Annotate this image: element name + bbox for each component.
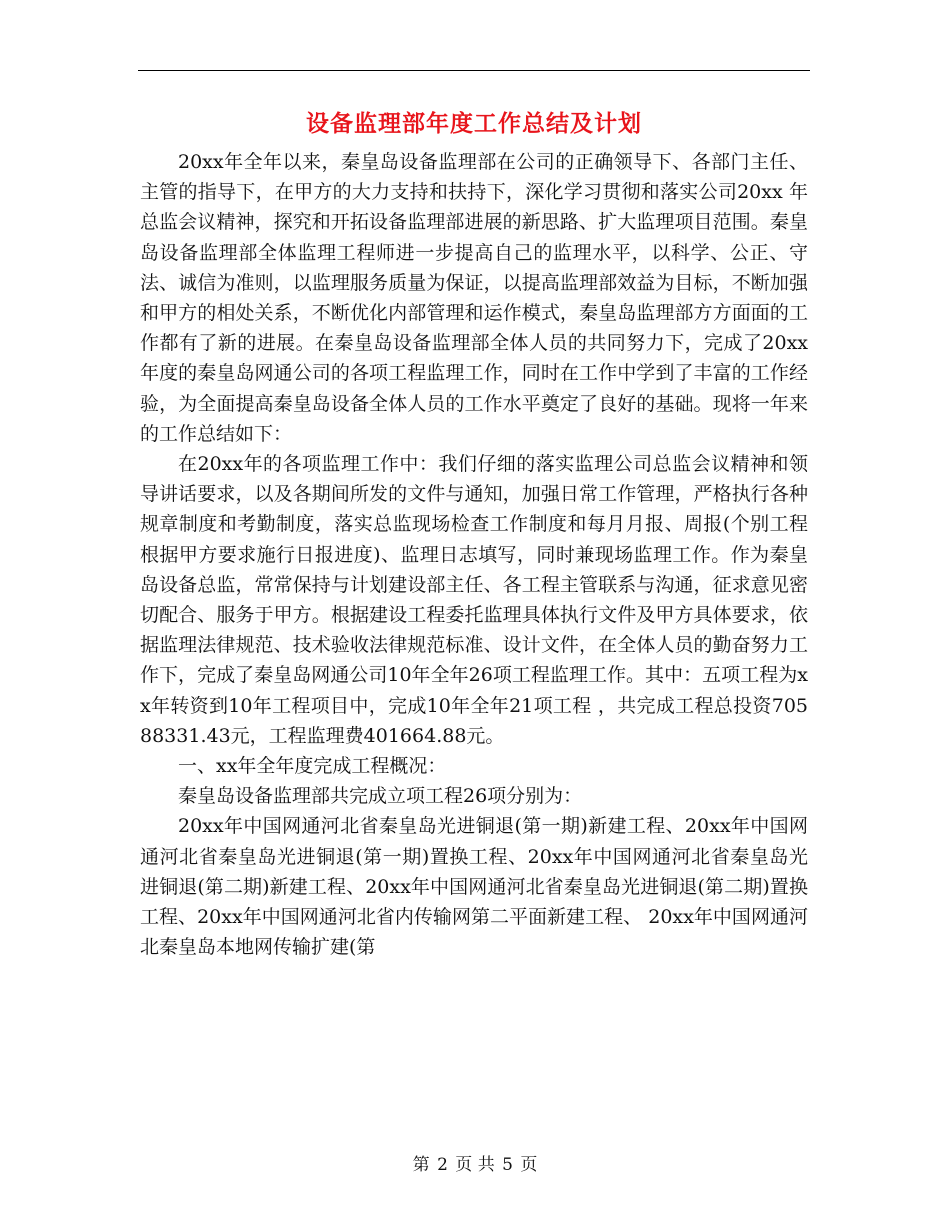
paragraph-work-details: 在20xx年的各项监理工作中：我们仔细的落实监理公司总监会议精神和领导讲话要求，以及各期间所发的文件与通知，加强日常工作管理，严格执行各种规章制度和考勤制度，落实总监现场检查工作制度和每月月报、周报(个别工程根据甲方要求施行日报进度)、监理日志填写，同时兼现场监理工作。作为秦皇岛设备总监，常常保持与计划建设部主任、各工程主管联系与沟通，征求意见密切配合、服务于甲方。根据建设工程委托监理具体执行文件及甲方具体要求，依据监理法律规范、技术验收法律规范标准、设计文件，在全体人员的勤奋努力工作下，完成了秦皇岛网通公司10年全年26项工程监理工作。其中：五项工程为xx年转资到10年工程项目中，完成10年全年21项工程 ，共完成工程总投资70588331.43元，工程监理费401664.88元。 <box>140 453 808 747</box>
footer-page-suffix: 页 <box>520 1155 538 1175</box>
footer-page-prefix: 第 <box>412 1155 430 1175</box>
document-title: 设备监理部年度工作总结及计划 <box>306 110 642 137</box>
header-rule <box>138 70 810 71</box>
document-body <box>140 147 808 962</box>
paragraph-intro: 20xx年全年以来，秦皇岛设备监理部在公司的正确领导下、各部门主任、主管的指导下，在甲方的大力支持和扶持下，深化学习贯彻和落实公司20xx 年总监会议精神，探究和开拓设备监理部进展的新思路、扩大监理项目范围。秦皇岛设备监理部全体监理工程师进一步提高自己的监理水平，以科学、公正、守法、诚信为准则，以监理服务质量为保证，以提高监理部效益为目标，不断加强和甲方的相处关系，不断优化内部管理和运作模式，秦皇岛监理部方方面面的工作都有了新的进展。在秦皇岛设备监理部全体人员的共同努力下，完成了20xx年度的秦皇岛网通公司的各项工程监理工作，同时在工作中学到了丰富的工作经验，为全面提高秦皇岛设备全体人员的工作水平奠定了良好的基础。现将一年来的工作总结如下： <box>140 151 808 445</box>
paragraph-project-count: 秦皇岛设备监理部共完成立项工程26项分别为： <box>178 785 583 808</box>
footer-page-current: 2 <box>437 1155 448 1175</box>
footer-page-middle: 页 共 <box>455 1155 495 1175</box>
page-footer <box>0 1153 950 1177</box>
section-heading-overview: 一、xx年全年度完成工程概况： <box>178 755 447 778</box>
paragraph-project-list: 20xx年中国网通河北省秦皇岛光进铜退(第一期)新建工程、20xx年中国网通河北省秦皇岛光进铜退(第一期)置换工程、20xx年中国网通河北省秦皇岛光进铜退(第二期)新建工程、20xx年中国网通河北省秦皇岛光进铜退(第二期)置换工程、20xx年中国网通河北省内传输网第二平面新建工程、 20xx年中国网通河北秦皇岛本地网传输扩建(第 <box>140 815 808 959</box>
footer-page-total: 5 <box>502 1155 513 1175</box>
